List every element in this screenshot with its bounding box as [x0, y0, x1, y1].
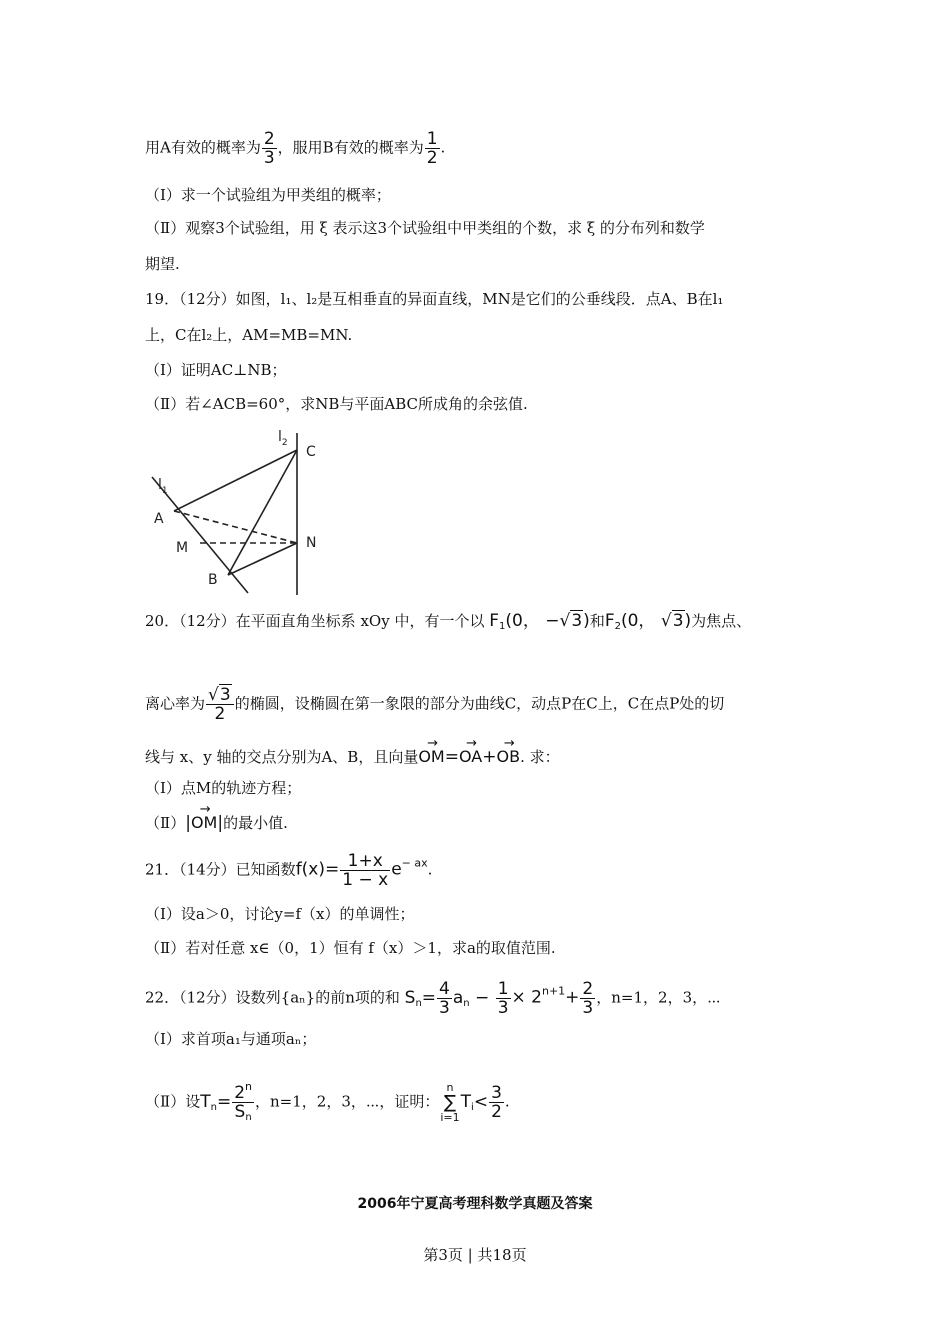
frac-den: 2	[214, 704, 226, 724]
q21-fraction	[340, 852, 390, 889]
q20-part-2	[145, 812, 288, 834]
sum-top: n	[446, 1080, 454, 1094]
q22-text: 22．（12分）设数列{aₙ}的前n项的和	[145, 988, 400, 1007]
q21-text: 21．（14分）已知函数	[145, 860, 296, 879]
eccentricity-fraction	[206, 686, 234, 723]
q18-text-a: 用A有效的概率为	[145, 138, 261, 157]
F1-sub: 1	[499, 621, 506, 632]
q19-part-1: （Ⅰ）证明AC⊥NB；	[145, 361, 287, 379]
q18-text-b: ，服用B有效的概率为	[277, 138, 424, 157]
equals: =	[421, 987, 437, 1008]
q19-stem-1: 19．（12分）如图，l₁、l₂是互相垂直的异面直线，MN是它们的公垂线段．点A、B在l₁	[145, 290, 724, 308]
frac-num	[206, 686, 234, 705]
q18-part-2b: 期望.	[145, 255, 180, 273]
q19-part-2: （Ⅱ）若∠ACB=60°，求NB与平面ABC所成角的余弦值.	[145, 395, 528, 413]
Tn	[200, 1092, 231, 1112]
Sn	[405, 988, 436, 1008]
q22-Tn-fraction	[232, 1078, 254, 1127]
vector-OB: → OB	[497, 746, 521, 768]
label-l2: $l_2$	[278, 429, 288, 448]
frac-den: 3	[439, 998, 450, 1018]
two: 2	[234, 1083, 246, 1103]
label-l1: $l_1$	[158, 477, 168, 496]
q21-end: .	[427, 860, 433, 879]
q20-text-b: 离心率为	[145, 694, 206, 713]
q20-text-c: 的椭圆，设椭圆在第一象限的部分为曲线C，动点P在C上，C在点P处的切	[234, 694, 725, 713]
q18-fraction-2	[425, 130, 440, 167]
less-than: <	[473, 1091, 489, 1112]
q22-tail: ，n=1，2，3，⋯	[596, 988, 721, 1007]
frac-den: 3	[263, 148, 275, 168]
frac-num: 2	[582, 979, 594, 999]
q18-part-1: （Ⅰ）求一个试验组为甲类组的概率；	[145, 186, 391, 204]
vector-OM: → OM	[191, 812, 217, 834]
exp-base: e	[391, 859, 402, 880]
minus: −	[469, 987, 495, 1008]
frac-num: 1+x	[340, 852, 390, 871]
frac-den: 3	[582, 998, 594, 1018]
sum-sign: ∑	[443, 1091, 457, 1113]
frac-den: 2	[426, 148, 438, 168]
sum-bottom: i=1	[440, 1110, 460, 1124]
q22-p2-text: ，n=1，2，3，⋯，证明：	[255, 1092, 440, 1111]
segment-BN	[228, 543, 297, 575]
S-sub: n	[415, 997, 422, 1009]
q20-end1: 为焦点、	[691, 612, 752, 630]
F1-letter: F	[489, 611, 500, 631]
S: S	[404, 987, 416, 1008]
q18-tail-line	[145, 130, 445, 167]
vector-OA: → OA	[459, 746, 482, 768]
paren-close: )	[583, 611, 590, 631]
q18-end: .	[440, 138, 446, 157]
frac-num: 2	[263, 129, 275, 149]
summation	[440, 1082, 459, 1124]
q20-text-a: 20．（12分）在平面直角坐标系 xOy 中，有一个以	[145, 612, 485, 630]
frac-den: 2	[491, 1102, 502, 1122]
a-sub: n	[463, 997, 470, 1009]
label-N: N	[306, 535, 317, 551]
document-title: 2006年宁夏高考理科数学真题及答案	[357, 1196, 593, 1212]
q20-dend: . 求：	[520, 748, 560, 766]
frac-den: 3	[497, 998, 509, 1018]
frac-num: 1	[497, 979, 509, 999]
page-number: 第3页 | 共18页	[423, 1246, 527, 1264]
q22-frac-2	[496, 980, 511, 1017]
radicand: 3	[219, 685, 231, 705]
F1-args: (0， −	[505, 611, 560, 631]
fx: f(x)=	[295, 859, 340, 880]
q18-fraction-1	[262, 130, 277, 167]
vector-OM: → OM	[418, 746, 444, 768]
q19-figure	[140, 425, 340, 600]
F2-letter: F	[604, 611, 615, 631]
an	[453, 988, 495, 1008]
q21-part-2: （Ⅱ）若对任意 x∈（0，1）恒有 f（x）＞1，求a的取值范围.	[145, 939, 556, 957]
S: S	[234, 1102, 246, 1122]
q21-stem	[145, 852, 432, 889]
exp-power: − ax	[401, 856, 428, 870]
q19-stem-2: 上，C在l₂上，AM=MB=MN.	[145, 326, 353, 344]
q20-part-1: （Ⅰ）点M的轨迹方程；	[145, 779, 302, 797]
q20-stem-1	[145, 610, 751, 638]
T-sub: n	[210, 1101, 217, 1113]
q20-p2-text: 的最小值.	[223, 814, 288, 832]
sqrt-3: √3	[559, 611, 583, 631]
frac-num	[232, 1078, 254, 1103]
paren-close: )	[684, 611, 692, 631]
Ti	[461, 1092, 488, 1112]
label-C: C	[306, 444, 316, 460]
equals: =	[216, 1091, 232, 1112]
two-power: n	[245, 1080, 252, 1093]
q20-he: 和	[589, 612, 605, 630]
label-A: A	[154, 511, 164, 527]
q22-p2-label: （Ⅱ）设	[145, 1092, 201, 1111]
F2-args: (0，	[620, 611, 656, 631]
q22-part-2	[145, 1078, 510, 1127]
T: T	[200, 1091, 211, 1112]
q20-text-d: 线与 x、y 轴的交点分别为A、B，且向量	[145, 748, 419, 766]
frac-den	[232, 1103, 254, 1127]
label-M: M	[176, 540, 189, 556]
abs-OM: |→ OM|	[185, 813, 223, 833]
q20-stem-2	[145, 686, 724, 723]
segment-AC	[174, 450, 297, 511]
a: a	[452, 987, 464, 1008]
label-B: B	[208, 572, 218, 588]
segment-BC	[228, 450, 297, 575]
sqrt-3: √3	[660, 611, 684, 631]
frac-den: 1 − x	[342, 870, 389, 890]
radicand: 3	[672, 611, 684, 631]
plus: +	[482, 747, 497, 767]
focus-F2	[605, 611, 691, 631]
plus: +	[565, 987, 580, 1008]
times-2: × 2	[511, 987, 542, 1008]
q22-frac-1	[437, 980, 452, 1017]
q21-part-1: （Ⅰ）设a＞0，讨论y=f（x）的单调性；	[145, 905, 415, 923]
q22-end: .	[504, 1092, 510, 1111]
F2-sub: 2	[614, 621, 621, 632]
T-sub: i	[471, 1101, 474, 1113]
frac-num: 1	[426, 129, 438, 149]
T: T	[460, 1091, 472, 1112]
equals: =	[444, 747, 459, 767]
q20-stem-3	[145, 746, 560, 768]
q18-part-2a: （Ⅱ）观察3个试验组，用 ξ 表示这3个试验组中甲类组的个数，求 ξ 的分布列和数学	[145, 219, 705, 237]
q22-stem	[145, 980, 721, 1017]
power: n+1	[541, 984, 566, 998]
q22-part-1: （Ⅰ）求首项a₁与通项aₙ；	[145, 1030, 317, 1048]
sqrt-3: √3	[208, 685, 231, 705]
q20-p2-label: （Ⅱ）	[145, 814, 186, 832]
radicand: 3	[571, 611, 583, 631]
focus-F1	[489, 611, 590, 631]
q22-frac-3	[580, 980, 595, 1017]
S-sub: n	[245, 1112, 252, 1123]
frac-num: 3	[491, 1083, 502, 1103]
q22-frac-4	[489, 1084, 504, 1121]
frac-num: 4	[439, 979, 450, 999]
